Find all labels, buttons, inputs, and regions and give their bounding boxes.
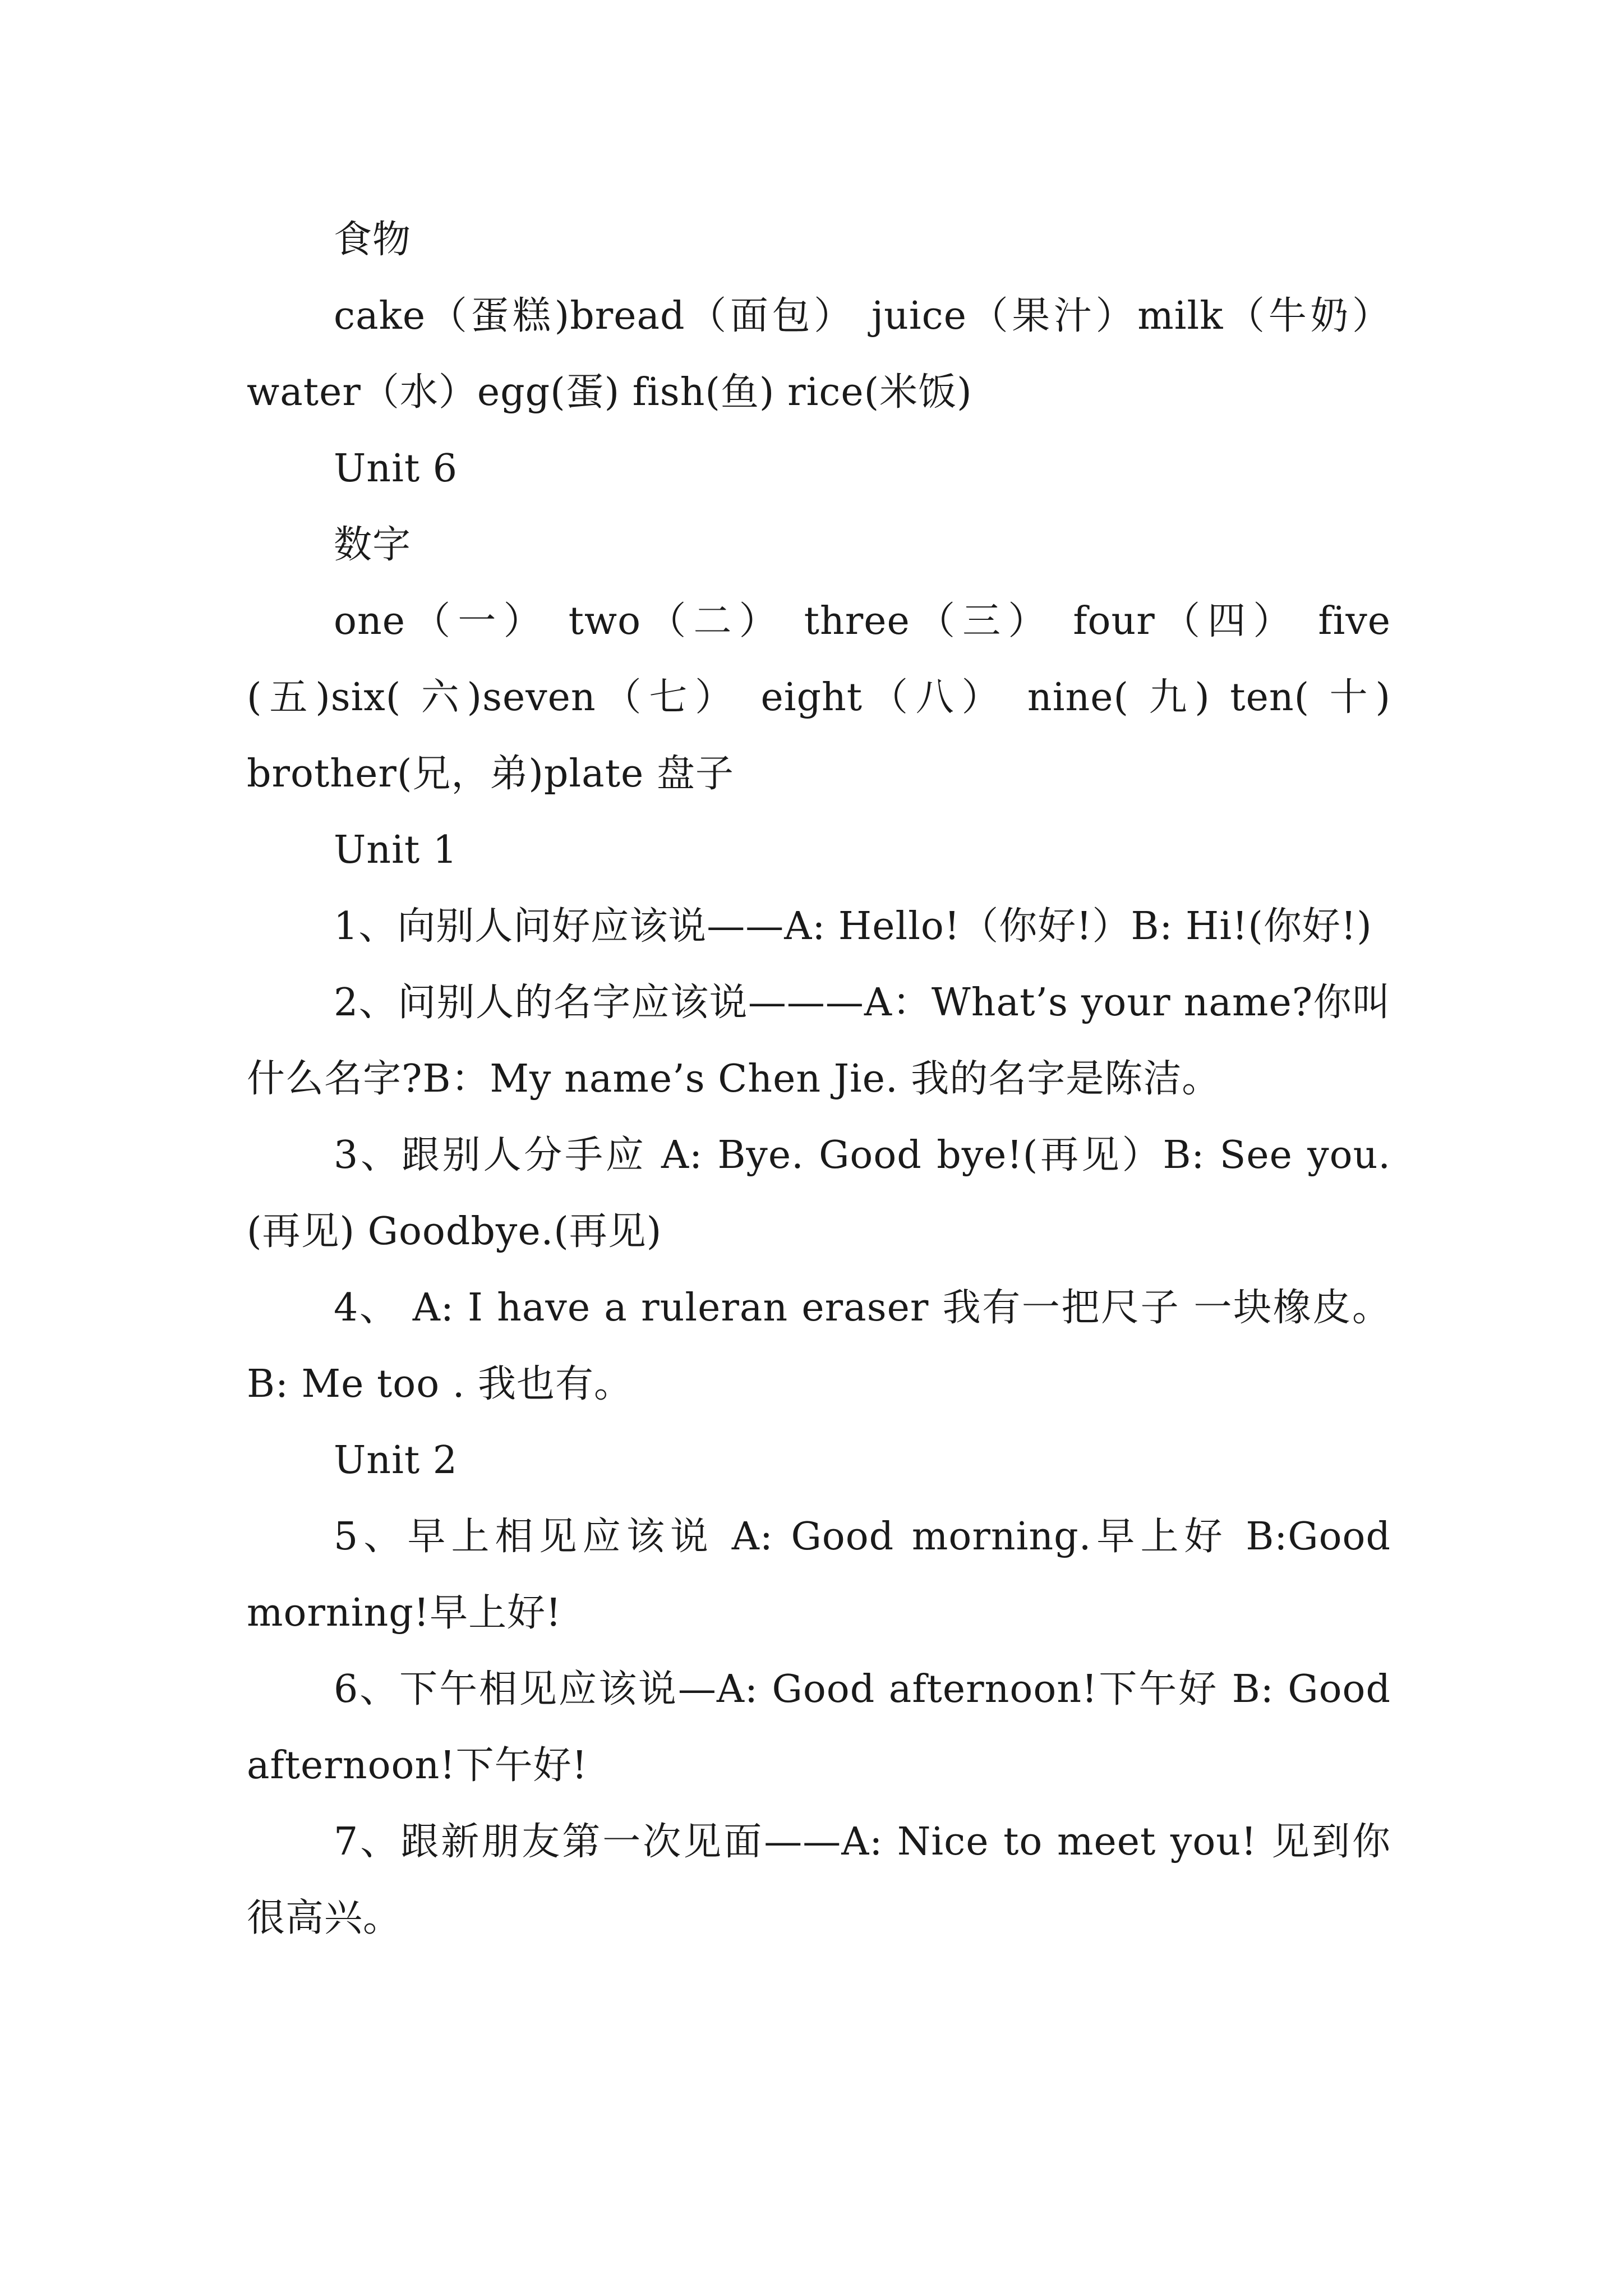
dialogue-item: 2、问别人的名字应该说———A：What’s your name?你叫什么名字?B：My name’s Chen Jie. 我的名字是陈洁。 (247, 981, 1391, 1101)
dialogue-item: 3、跟别人分手应 A: Bye. Good bye!(再见）B: See you.(再见) Goodbye.(再见) (247, 1133, 1391, 1254)
unit-heading: Unit 1 (334, 828, 458, 872)
section-heading-food: 食物 (334, 218, 412, 262)
dialogue-item: 5、早上相见应该说 A: Good morning.早上好 B:Good morning!早上好! (247, 1515, 1391, 1635)
section-heading-numbers: 数字 (334, 523, 412, 567)
dialogue-item: 7、跟新朋友第一次见面——A: Nice to meet you! 见到你很高兴。 (247, 1820, 1391, 1940)
unit-heading: Unit 2 (334, 1438, 458, 1483)
dialogue-item: 6、下午相见应该说—A: Good afternoon!下午好 B: Good afternoon!下午好! (247, 1667, 1391, 1788)
dialogue-item: 4、 A: I have a ruleran eraser 我有一把尺子 一块橡皮。B: Me too . 我也有。 (247, 1286, 1391, 1406)
unit-heading: Unit 6 (334, 447, 458, 491)
food-vocabulary: cake（蛋糕)bread（面包） juice（果汁）milk（牛奶）water（水）egg(蛋) fish(鱼) rice(米饭) (247, 294, 1391, 415)
dialogue-item: 1、向别人问好应该说——A: Hello!（你好!）B: Hi!(你好!) (334, 904, 1372, 949)
document-body (247, 202, 1391, 1957)
numbers-vocabulary: one（一） two（二） three（三） four（四） five (五)six( 六)seven（七） eight（八） nine( 九) ten( 十) brother(兄，弟)plate 盘子 (247, 599, 1391, 796)
